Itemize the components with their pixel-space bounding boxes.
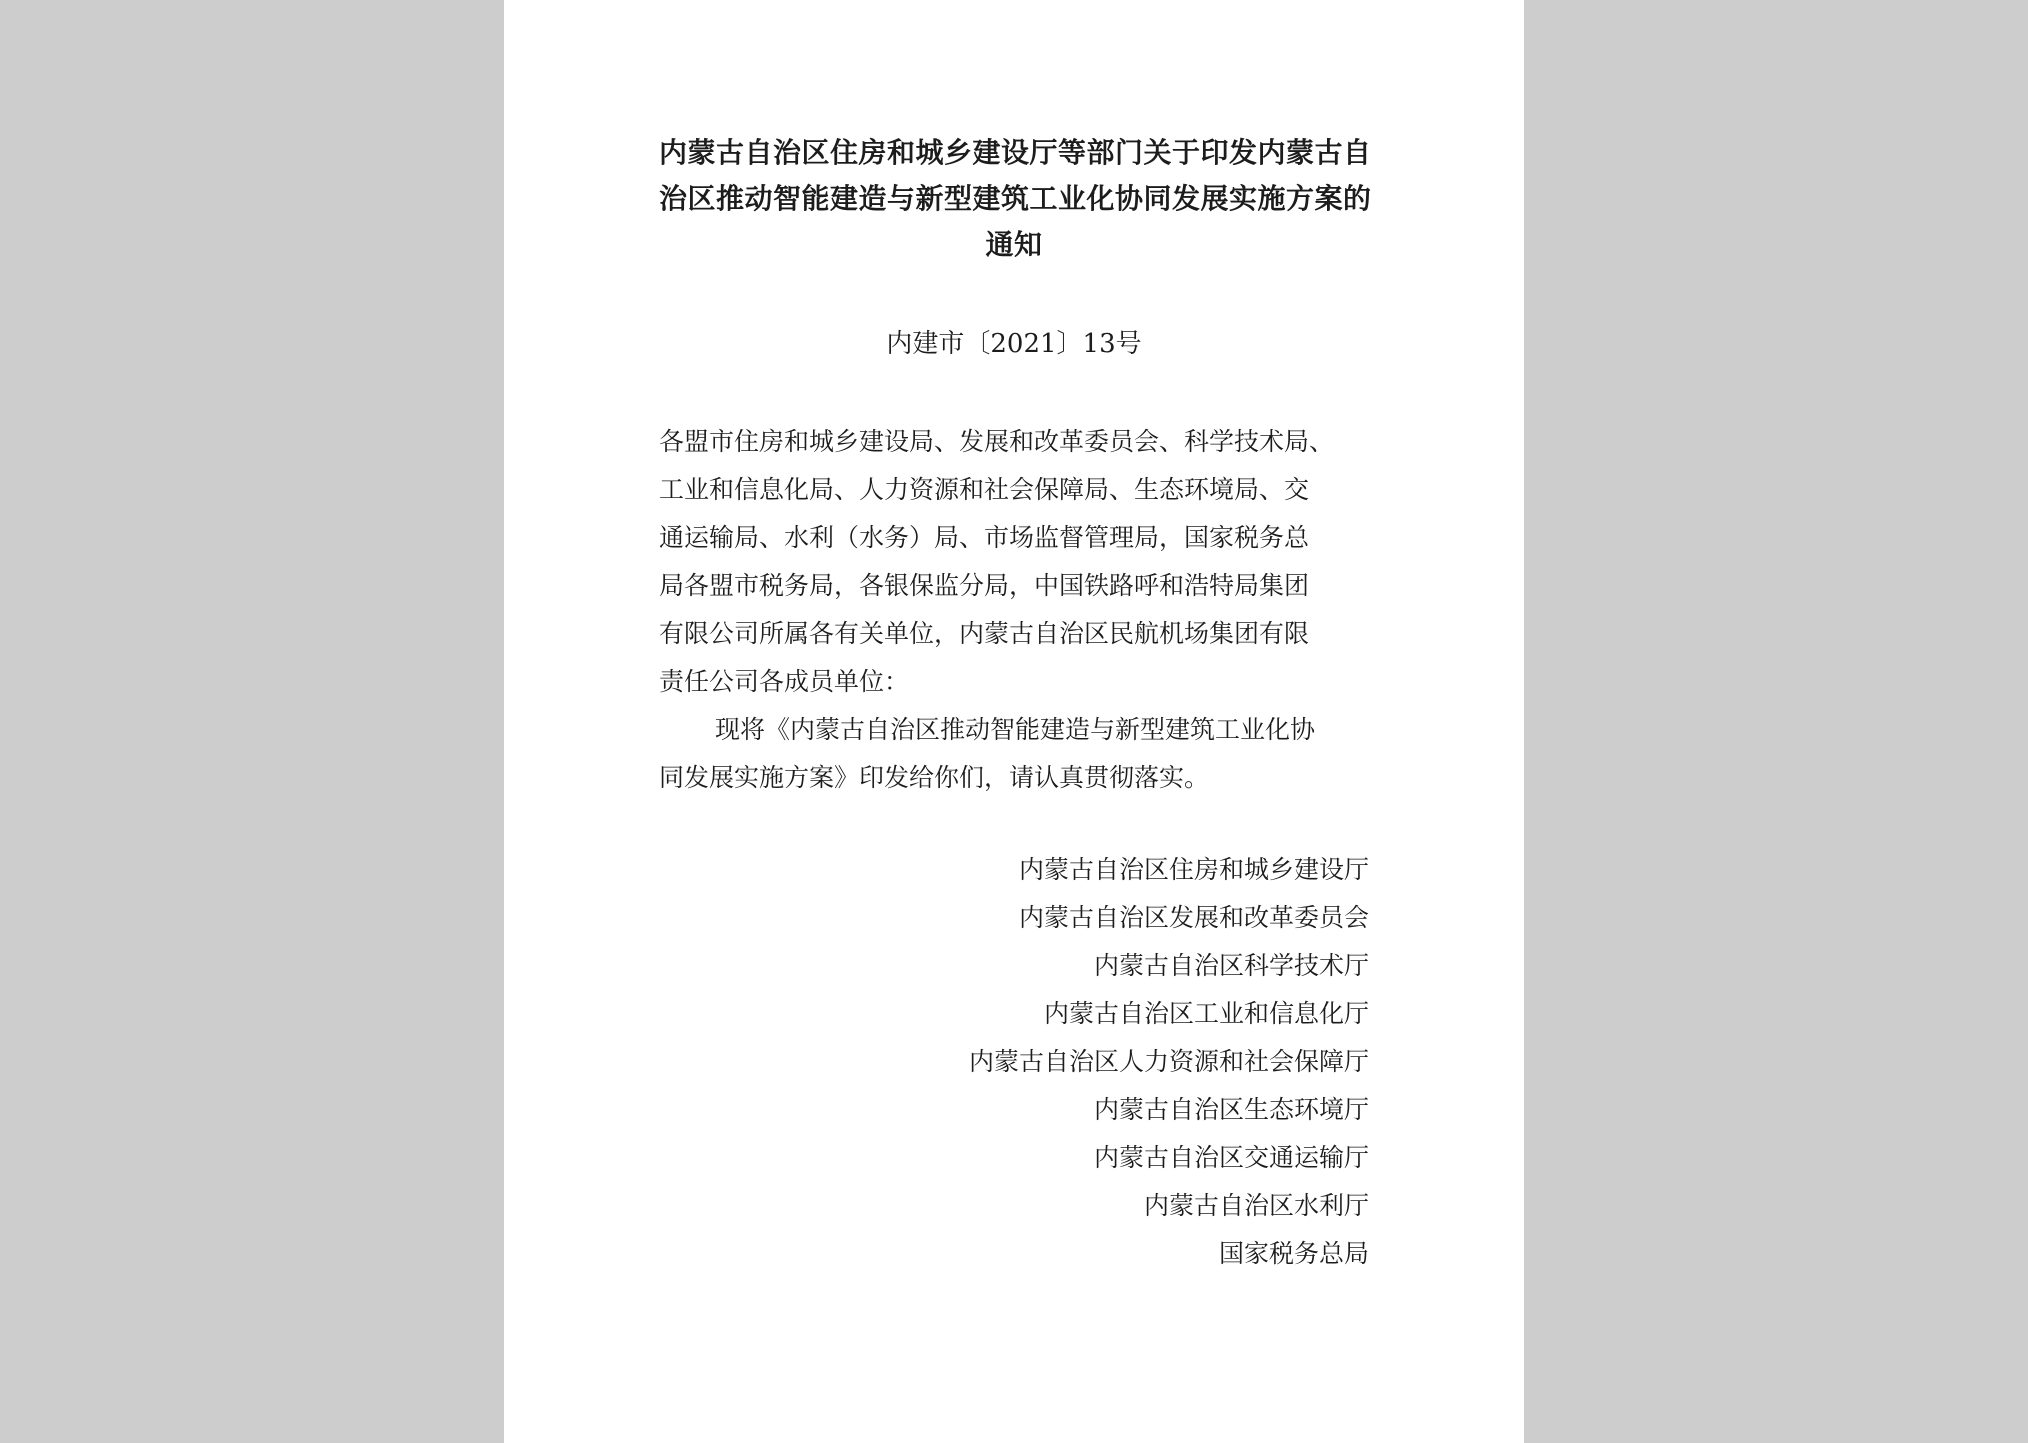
document-number: 内建市〔2021〕13号: [886, 329, 1142, 359]
addressee-line: 各盟市住房和城乡建设局、发展和改革委员会、科学技术局、: [659, 427, 1335, 456]
addressee-line: 责任公司各成员单位：: [659, 667, 910, 696]
addressee-line: 有限公司所属各有关单位，内蒙古自治区民航机场集团有限: [659, 619, 1310, 648]
signatory: 内蒙古自治区住房和城乡建设厅: [1018, 855, 1369, 884]
addressee-line: 局各盟市税务局，各银保监分局，中国铁路呼和浩特局集团: [659, 571, 1310, 600]
title-line: 治区推动智能建造与新型建筑工业化协同发展实施方案的: [659, 182, 1372, 215]
body-line: 同发展实施方案》印发给你们，请认真贯彻落实。: [659, 763, 1210, 792]
title-line: 内蒙古自治区住房和城乡建设厅等部门关于印发内蒙古自: [659, 136, 1372, 169]
document-page: [504, 0, 1524, 1443]
body-line: 现将《内蒙古自治区推动智能建造与新型建筑工业化协: [715, 715, 1316, 744]
signatory: 内蒙古自治区生态环境厅: [1093, 1095, 1369, 1124]
document-body: [659, 418, 1371, 802]
signatory: 内蒙古自治区工业和信息化厅: [1043, 999, 1369, 1028]
signatory: 内蒙古自治区交通运输厅: [1093, 1143, 1369, 1172]
signatory: 国家税务总局: [1218, 1239, 1369, 1268]
document-title: [659, 130, 1372, 268]
title-line: 通知: [985, 228, 1043, 261]
signatory: 内蒙古自治区发展和改革委员会: [1018, 903, 1369, 932]
signatory: 内蒙古自治区人力资源和社会保障厅: [968, 1047, 1369, 1076]
signatory: 内蒙古自治区水利厅: [1143, 1191, 1369, 1220]
addressee-line: 通运输局、水利（水务）局、市场监督管理局，国家税务总: [659, 523, 1310, 552]
signatory-list: [849, 846, 1369, 1278]
addressee-line: 工业和信息化局、人力资源和社会保障局、生态环境局、交: [659, 475, 1310, 504]
signatory: 内蒙古自治区科学技术厅: [1093, 951, 1369, 980]
